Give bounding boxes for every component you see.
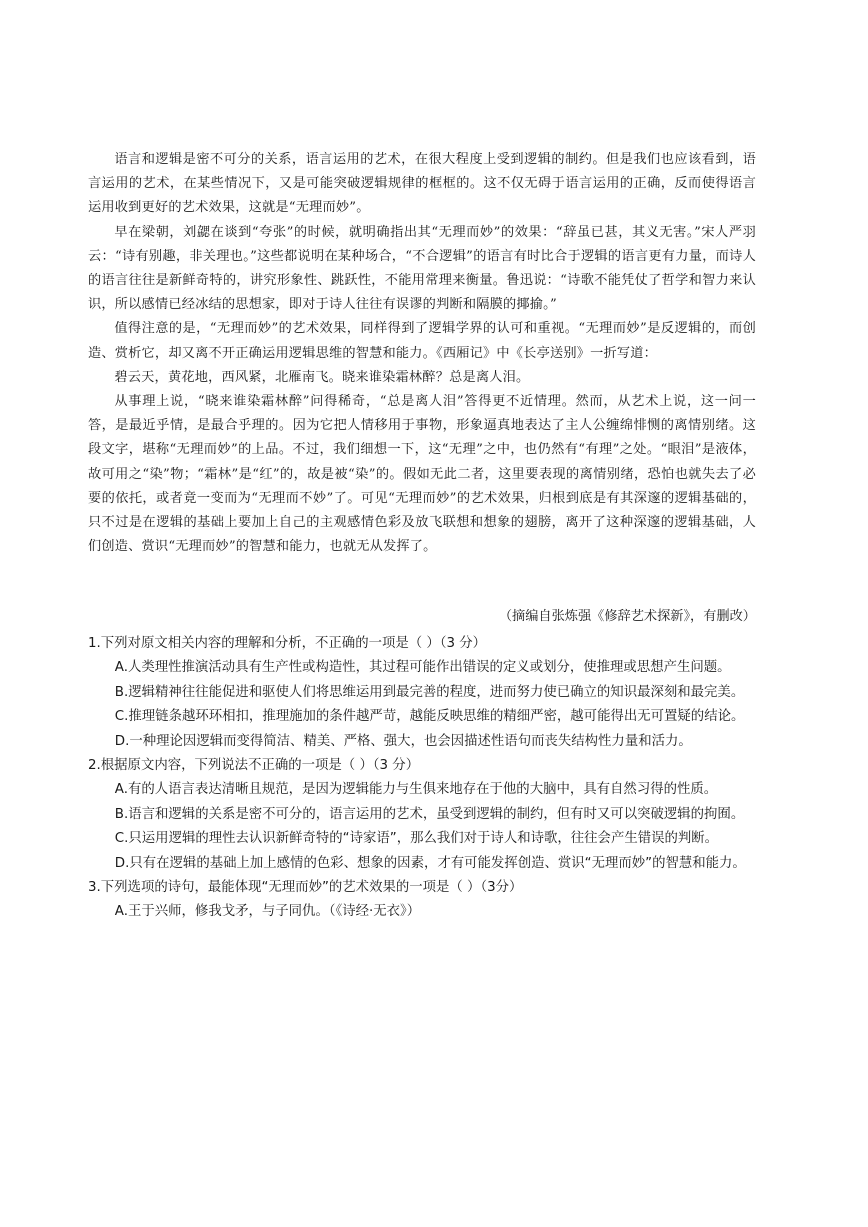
question-stem: 2.根据原文内容，下列说法不正确的一项是（ ）（3 分） xyxy=(88,758,420,774)
passage-paragraph-4: 从事理上说，“晓来谁染霜林醉”问得稀奇，“总是离人泪”答得更不近情理。然而，从艺术上说，这一问一答，是最近乎情，是最合乎理的。因为它把人情移用于事物，形象逼真地表达了主人公缠绵悱恻的离情别绪。这段文字，堪称“无理而妙”的上品。不过，我们细想一下，这“无理”之中，也仍然有“有理”之处。“眼泪”是液体，故可用之“染”物；“霜林”是“红”的，故是被“染”的。假如无此二者，这里要表现的离情别绪，恐怕也就失去了必要的依托，或者竟一变而为“无理而不妙”了。可见“无理而妙”的艺术效果，归根到底是有其深邃的逻辑基础的，只不过是在逻辑的基础上要加上自己的主观感情色彩及放飞联想和想象的翅膀，离开了这种深邃的逻辑基础，人们创造、赏识“无理而妙”的智慧和能力，也就无从发挥了。 xyxy=(88,394,756,555)
passage-paragraph-2: 早在梁朝，刘勰在谈到“夸张”的时候，就明确指出其“无理而妙”的效果：“辞虽已甚，其义无害。”宋人严羽云：“诗有别趣，非关理也。”这些都说明在某种场合，“不合逻辑”的语言有时比合于逻辑的语言更有力量，而诗人的语言往往是新鲜奇特的，讲究形象性、跳跃性，不能用常理来衡量。鲁迅说：“诗歌不能凭仗了哲学和智力来认识，所以感情已经冰结的思想家，即对于诗人往往有误谬的判断和隔膜的揶揄。” xyxy=(88,224,756,313)
question-stem: 3.下列选项的诗句，最能体现“无理而妙”的艺术效果的一项是（ ）（3分） xyxy=(88,880,523,896)
question-3 xyxy=(88,876,756,925)
option-d[interactable]: D.只有在逻辑的基础上加上感情的色彩、想象的因素，才有可能发挥创造、赏识“无理而妙”的智慧和能力。 xyxy=(114,855,746,871)
option-c[interactable]: C.推理链条越环环相扣，推理施加的条件越严苛，越能反映思维的精细严密，越可能得出无可置疑的结论。 xyxy=(114,709,745,725)
question-stem: 1.下列对原文相关内容的理解和分析，不正确的一项是（ ）（3 分） xyxy=(88,636,487,651)
option-a[interactable]: A.人类理性推演活动具有生产性或构造性，其过程可能作出错误的定义或划分，使推理或思想产生问题。 xyxy=(114,660,731,676)
passage-source: （摘编自张炼强《修辞艺术探新》，有删改） xyxy=(498,609,756,624)
option-d[interactable]: D.一种理论因逻辑而变得简洁、精美、严格、强大，也会因描述性语句而丧失结构性力量和活力。 xyxy=(114,733,692,749)
option-a[interactable]: A.有的人语言表达清晰且规范，是因为逻辑能力与生俱来地存在于他的大脑中，具有自然习得的性质。 xyxy=(114,782,718,798)
question-list xyxy=(88,632,756,925)
option-b[interactable]: B.逻辑精神往往能促进和驱使人们将思维运用到最完善的程度，进而努力使已确立的知识最深刻和最完美。 xyxy=(114,684,745,700)
passage-paragraph-3: 值得注意的是，“无理而妙”的艺术效果，同样得到了逻辑学界的认可和重视。“无理而妙”是反逻辑的，而创造、赏析它，却又离不开正确运用逻辑思维的智慧和能力。《西厢记》中《长亭送别》一折写道： xyxy=(88,321,756,361)
question-1 xyxy=(88,632,756,754)
passage-paragraph-1: 语言和逻辑是密不可分的关系，语言运用的艺术，在很大程度上受到逻辑的制约。但是我们也应该看到，语言运用的艺术，在某些情况下，又是可能突破逻辑规律的框框的。这不仅无碍于语言运用的正确，反而使得语言运用收到更好的艺术效果，这就是“无理而妙”。 xyxy=(88,152,756,216)
option-a[interactable]: A.王于兴师，修我戈矛，与子同仇。（《诗经·无衣》） xyxy=(114,904,421,920)
passage-quote: 碧云天，黄花地，西风紧，北雁南飞。晓来谁染霜林醉？总是离人泪。 xyxy=(114,369,530,385)
question-2 xyxy=(88,754,756,876)
reading-passage xyxy=(88,148,756,559)
option-c[interactable]: C.只运用逻辑的理性去认识新鲜奇特的“诗家语”，那么我们对于诗人和诗歌，往往会产生错误的判断。 xyxy=(114,831,719,847)
option-b[interactable]: B.语言和逻辑的关系是密不可分的，语言运用的艺术，虽受到逻辑的制约，但有时又可以突破逻辑的拘囿。 xyxy=(114,806,745,822)
